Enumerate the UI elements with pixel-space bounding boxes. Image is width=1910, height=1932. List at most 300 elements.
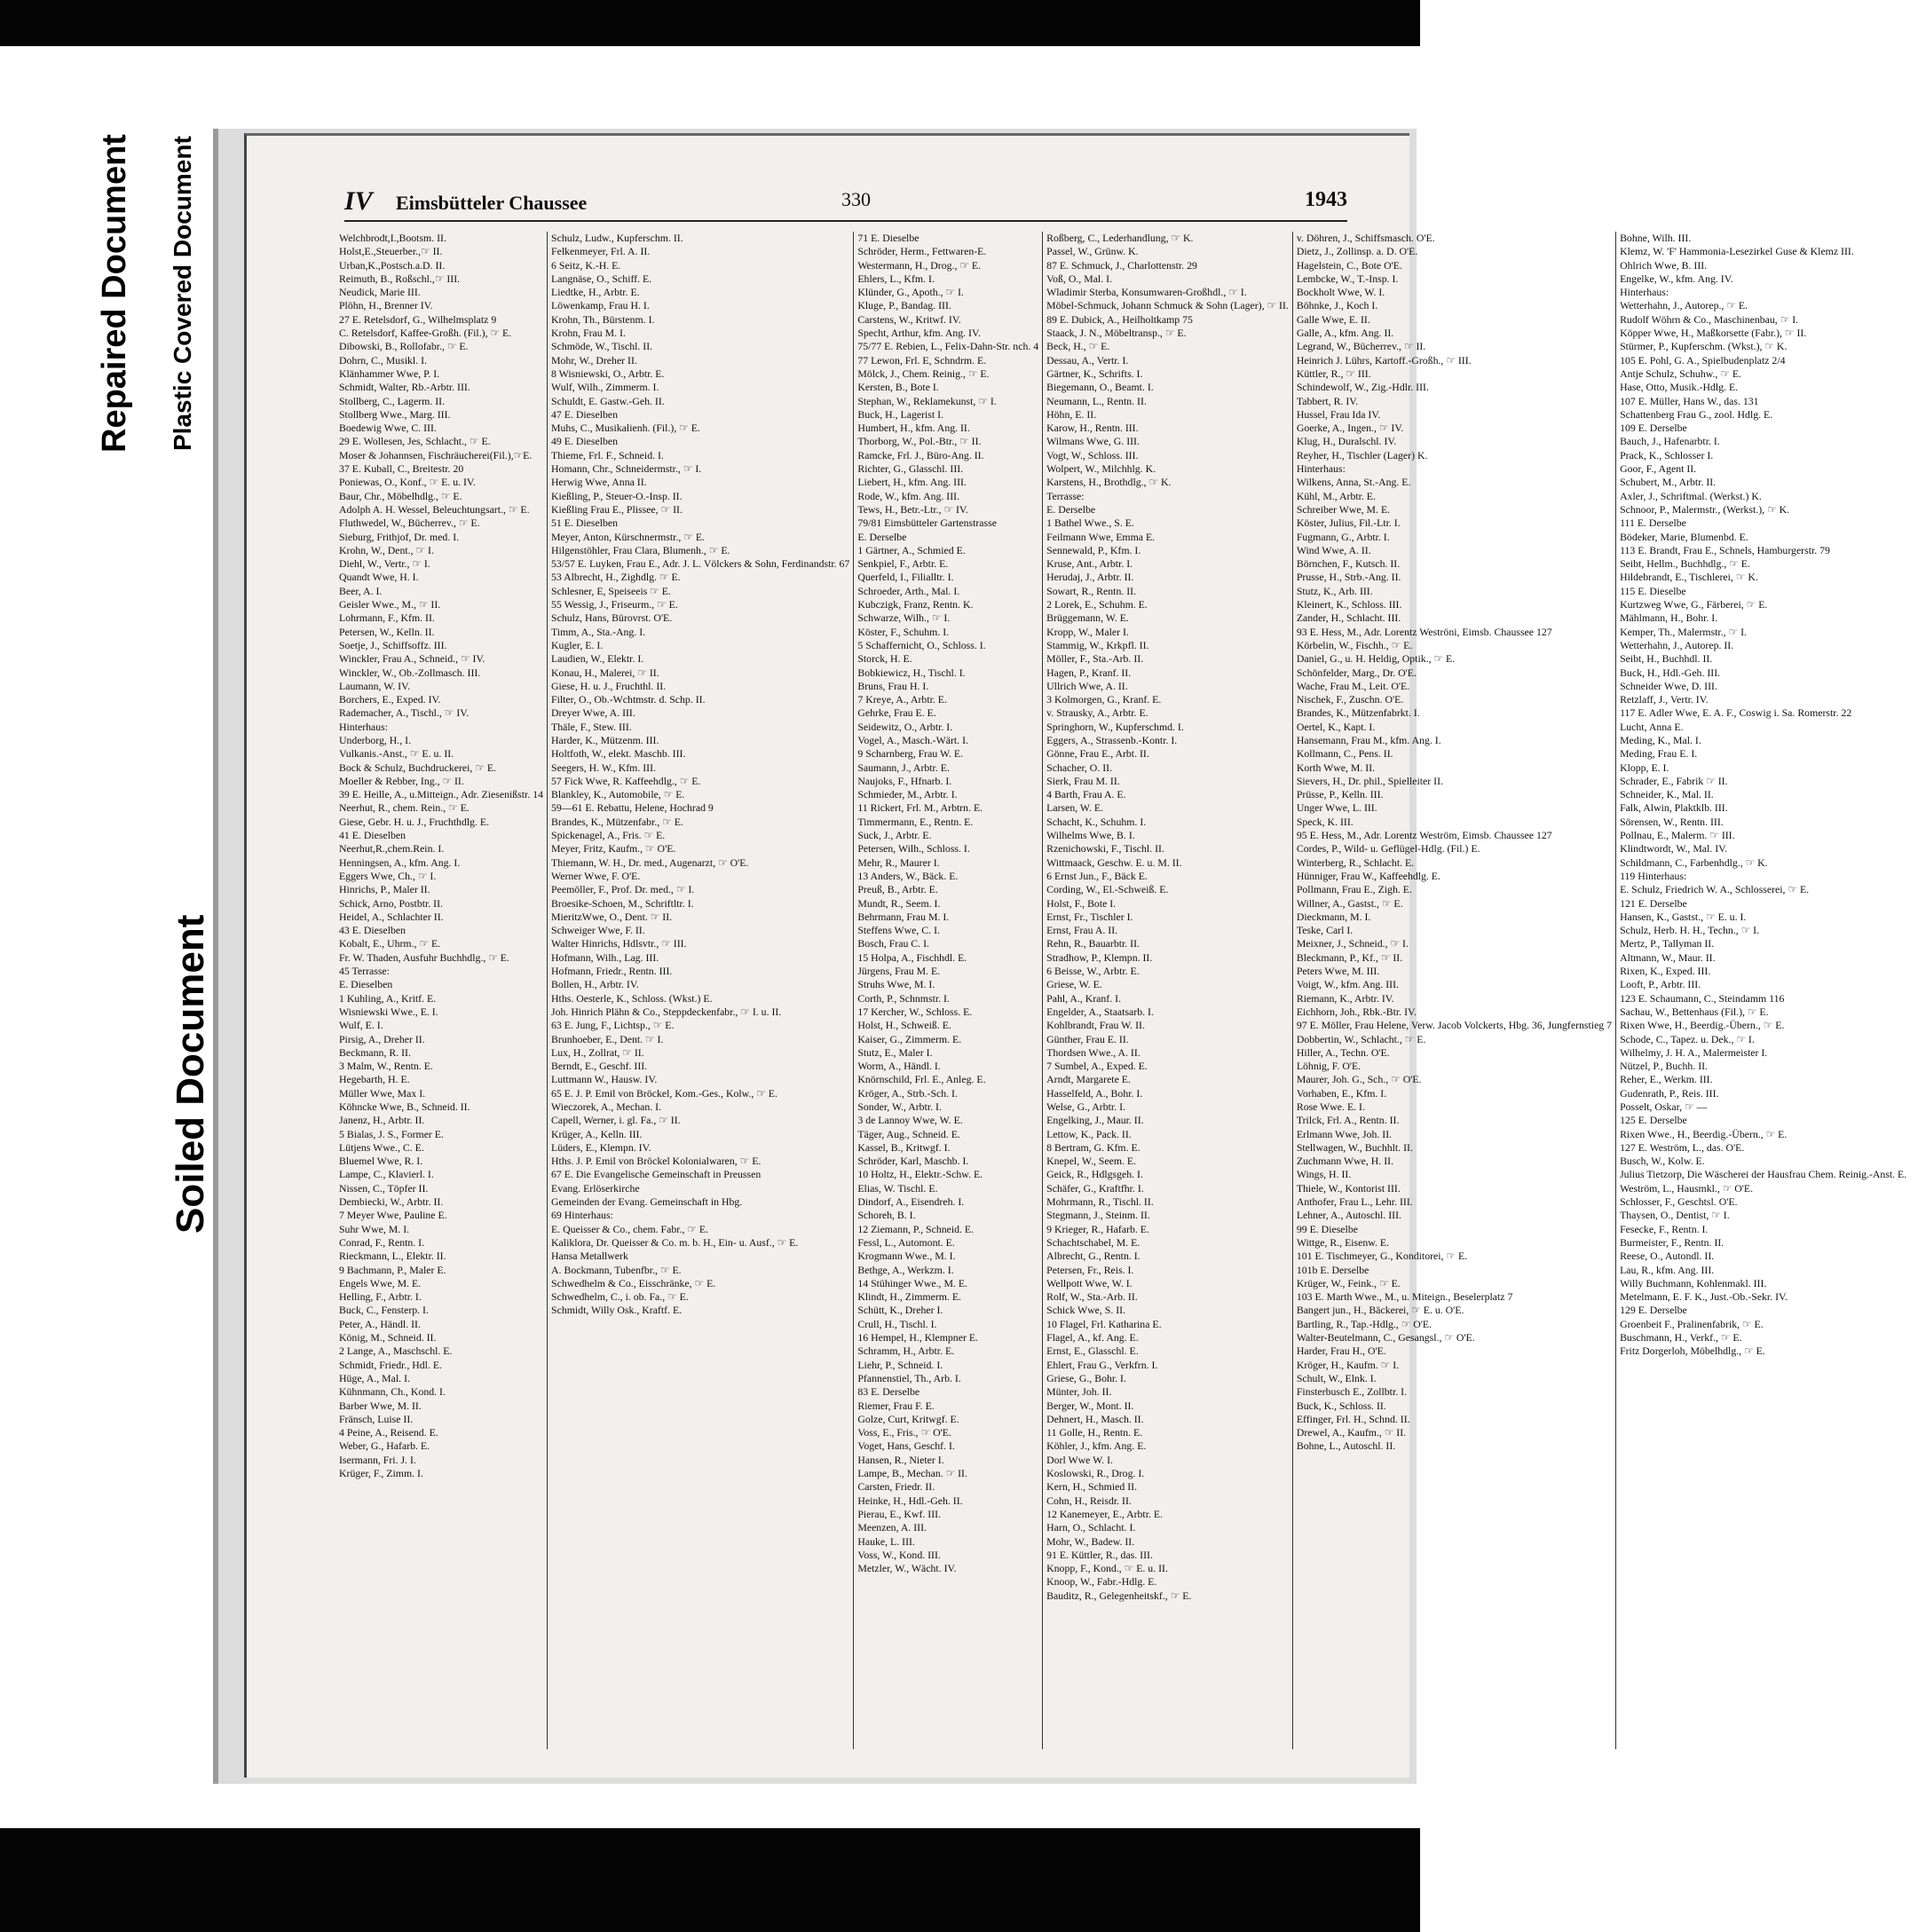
directory-entry: Mölck, J., Chem. Reinig., ☞ E. xyxy=(857,367,990,380)
directory-entry: Seegers, H. W., Kfm. III. xyxy=(551,761,656,774)
directory-entry: Pollnau, E., Malerm. ☞ III. xyxy=(1620,829,1735,842)
directory-entry: E. Derselbe xyxy=(857,530,907,543)
directory-entry: Stradhow, P., Klempn. II. xyxy=(1046,950,1153,964)
directory-entry: Mählmann, H., Bohr. I. xyxy=(1620,611,1718,625)
directory-entry: Fritz Dorgerloh, Möbelhdlg., ☞ E. xyxy=(1620,1345,1765,1358)
directory-entry: 41 E. Dieselben xyxy=(339,829,406,842)
directory-entry: Gemeinden der Evang. Gemeinschaft in Hbg. xyxy=(551,1195,743,1209)
directory-entry: 15 Holpa, A., Fischhdl. E. xyxy=(857,950,967,964)
directory-entry: Voss, W., Kond. III. xyxy=(857,1548,941,1561)
directory-entry: Muhs, C., Musikalienh. (Fil.), ☞ E. xyxy=(551,422,700,435)
directory-entry: Küttler, R., ☞ III. xyxy=(1296,367,1371,380)
directory-entry: Boedewig Wwe, C. III. xyxy=(339,422,437,435)
directory-entry: Lembcke, W., T.-Insp. I. xyxy=(1296,272,1399,285)
directory-entry: Querfeld, I., Filialltr. I. xyxy=(857,571,954,584)
directory-entry: Neerhut, R., chem. Rein., ☞ E. xyxy=(339,801,470,815)
directory-entry: Reher, E., Werkm. III. xyxy=(1620,1073,1713,1086)
directory-entry: 4 Peine, A., Reisend. E. xyxy=(339,1426,438,1439)
directory-entry: Oertel, K., Kapt. I. xyxy=(1296,720,1376,733)
directory-entry: Axler, J., Schriftmal. (Werkst.) K. xyxy=(1620,489,1762,502)
directory-entry: Weström, L., Hausmkl., ☞ O'E. xyxy=(1620,1181,1754,1195)
directory-entry: 67 E. Die Evangelische Gemeinschaft in Preussen xyxy=(551,1168,762,1181)
directory-entry: Schrader, E., Fabrik ☞ II. xyxy=(1620,774,1728,787)
directory-entry: Engelking, J., Maur. II. xyxy=(1046,1114,1144,1127)
directory-entry: 125 E. Derselbe xyxy=(1620,1114,1687,1127)
directory-entry: Wilhelms Wwe, B. I. xyxy=(1046,829,1135,842)
directory-entry: Saumann, J., Arbtr. E. xyxy=(857,761,950,774)
directory-entry: Seidewitz, O., Arbtr. I. xyxy=(857,720,953,733)
directory-entry: Hagelstein, C., Bote O'E. xyxy=(1296,258,1402,272)
directory-entry: Specht, Arthur, kfm. Ang. IV. xyxy=(857,327,981,340)
directory-entry: Timmermann, E., Rentn. E. xyxy=(857,815,974,828)
directory-entry: Mundt, R., Seem. I. xyxy=(857,896,941,910)
directory-entry: Daniel, G., u. H. Heldig, Optik., ☞ E. xyxy=(1296,652,1456,666)
directory-entry: Wilhelmy, J. H. A., Malermeister I. xyxy=(1620,1045,1768,1059)
directory-entry: Münter, Joh. II. xyxy=(1046,1385,1112,1399)
directory-entry: 29 E. Wollesen, Jes, Schlacht., ☞ E. xyxy=(339,435,491,448)
directory-entry: Spickenagel, A., Fris. ☞ E. xyxy=(551,829,666,842)
directory-entry: Blankley, K., Automobile, ☞ E. xyxy=(551,788,685,801)
directory-entry: 12 Ziemann, P., Schneid. E. xyxy=(857,1222,975,1235)
directory-entry: 39 E. Heille, A., u.Mitteign., Adr. Ziesenißstr. 14 xyxy=(339,788,544,801)
directory-entry: Gärtner, K., Schrifts. I. xyxy=(1046,367,1143,380)
directory-entry: Kemper, Th., Malermstr., ☞ I. xyxy=(1620,625,1747,638)
directory-entry: Dorl Wwe W. I. xyxy=(1046,1453,1113,1466)
directory-entry: Goerke, A., Ingen., ☞ IV. xyxy=(1296,422,1404,435)
directory-entry: Schachtschabel, M. E. xyxy=(1046,1235,1140,1249)
directory-entry: 89 E. Dubick, A., Heilholtkamp 75 xyxy=(1046,312,1193,326)
directory-entry: Filter, O., Ob.-Wchtmstr. d. Schp. II. xyxy=(551,693,706,706)
directory-entry: Berger, W., Mont. II. xyxy=(1046,1399,1134,1412)
directory-entry: 10 Holtz, H., Elektr.-Schw. E. xyxy=(857,1168,983,1181)
directory-entry: 119 Hinterhaus: xyxy=(1620,869,1687,882)
directory-entry: Mohr, W., Dreher II. xyxy=(551,353,637,367)
directory-entry: Springhorn, W., Kupferschmd. I. xyxy=(1046,720,1184,733)
directory-entry: Drewel, A., Kaufm., ☞ II. xyxy=(1296,1426,1407,1439)
directory-entry: Buschmann, H., Verkf., ☞ E. xyxy=(1620,1331,1742,1345)
directory-entry: Harn, O., Schlacht. I. xyxy=(1046,1521,1136,1534)
directory-entry: 7 Meyer Wwe, Pauline E. xyxy=(339,1209,447,1222)
directory-entry: Henningsen, A., kfm. Ang. I. xyxy=(339,856,461,869)
directory-entry: Vogt, W., Schloss. III. xyxy=(1046,448,1139,461)
directory-entry: Walter Hinrichs, Hdlsvtr., ☞ III. xyxy=(551,937,687,950)
directory-entry: Lampe, B., Mechan. ☞ II. xyxy=(857,1467,967,1480)
directory-entry: 117 E. Adler Wwe, E. A. F., Coswig i. Sa. Romerstr. 22 xyxy=(1620,706,1852,720)
directory-entry: Heinrich J. Lührs, Kartoff.-Großh., ☞ III. xyxy=(1296,353,1472,367)
directory-entry: Thordsen Wwe., A. II. xyxy=(1046,1045,1140,1059)
directory-entry: Meding, K., Mal. I. xyxy=(1620,733,1701,746)
directory-entry: Beckmann, R. II. xyxy=(339,1045,411,1059)
directory-entry: Griese, W. E. xyxy=(1046,978,1102,991)
directory-entry: Mohrmann, R., Tischl. II. xyxy=(1046,1195,1154,1209)
directory-entry: Wisniewski Wwe., E. I. xyxy=(339,1005,438,1018)
directory-column-3 xyxy=(854,232,1043,1749)
directory-entry: Liedtke, H., Arbtr. E. xyxy=(551,286,640,299)
directory-entry: Ehlert, Frau G., Verkfrn. I. xyxy=(1046,1358,1158,1371)
directory-entry: Westermann, H., Drog., ☞ E. xyxy=(857,258,982,272)
directory-entry: Soetje, J., Schiffsoffz. III. xyxy=(339,638,447,651)
directory-entry: Cordes, P., Wild- u. Geflügel-Hdlg. (Fil.) E. xyxy=(1296,842,1480,856)
directory-entry: Carstens, W., Kritwf. IV. xyxy=(857,312,961,326)
directory-entry: Wellpott Wwe, W. I. xyxy=(1046,1276,1133,1289)
directory-entry: Hansemann, Frau M., kfm. Ang. I. xyxy=(1296,733,1441,746)
directory-entry: Hagen, P., Kranf. II. xyxy=(1046,666,1132,679)
directory-entry: C. Retelsdorf, Kaffee-Großh. (Fil.), ☞ E. xyxy=(339,327,512,340)
directory-entry: 4 Barth, Frau A. E. xyxy=(1046,788,1126,801)
directory-entry: Heinke, H., Hdl.-Geh. II. xyxy=(857,1494,963,1507)
directory-entry: Petersen, Fr., Reis. I. xyxy=(1046,1263,1134,1276)
directory-entry: Luttmann W., Hausw. IV. xyxy=(551,1073,658,1086)
directory-entry: Seibt, Hellm., Buchhdlg., ☞ E. xyxy=(1620,557,1750,571)
directory-entry: Hansen, K., Gastst., ☞ E. u. I. xyxy=(1620,910,1747,923)
directory-entry: Kießling, P., Steuer-O.-Insp. II. xyxy=(551,489,683,502)
directory-entry: Mohr, W., Badew. II. xyxy=(1046,1534,1135,1548)
directory-entry: Schwedhelm & Co., Eisschränke, ☞ E. xyxy=(551,1276,716,1289)
directory-entry: Felkenmeyer, Frl. A. II. xyxy=(551,245,651,258)
directory-entry: 14 Stühinger Wwe., M. E. xyxy=(857,1276,967,1289)
directory-entry: Cording, W., El.-Schweiß. E. xyxy=(1046,883,1169,896)
directory-entry: Hildebrandt, E., Tischlerei, ☞ K. xyxy=(1620,571,1758,584)
directory-entry: Schroeder, Arth., Mal. I. xyxy=(857,584,960,597)
directory-entry: Senkpiel, F., Arbtr. E. xyxy=(857,557,949,571)
directory-entry: Preuß, B., Arbtr. E. xyxy=(857,883,938,896)
directory-entry: Wittge, R., Eisenw. E. xyxy=(1296,1235,1390,1249)
directory-entry: Stollberg, C., Lagerm. II. xyxy=(339,394,446,407)
directory-entry: 75/77 E. Rebien, L., Felix-Dahn-Str. nch. 4 xyxy=(857,340,1039,353)
directory-entry: Tews, H., Betr.-Ltr., ☞ IV. xyxy=(857,502,968,516)
directory-entry: 53/57 E. Luyken, Frau E., Adr. J. L. Völckers & Sohn, Ferdinandstr. 67 xyxy=(551,557,850,571)
directory-entry: Müller Wwe, Max I. xyxy=(339,1086,426,1100)
directory-entry: Schütt, K., Dreher I. xyxy=(857,1304,943,1317)
directory-entry: Koslowski, R., Drog. I. xyxy=(1046,1467,1145,1480)
directory-entry: Schmieder, M., Arbtr. I. xyxy=(857,788,958,801)
directory-entry: Tabbert, R. IV. xyxy=(1296,394,1359,407)
directory-entry: Herwig Wwe, Anna II. xyxy=(551,476,647,489)
directory-entry: Wilmans Wwe, G. III. xyxy=(1046,435,1140,448)
directory-entry: Kollmann, C., Pens. II. xyxy=(1296,747,1393,761)
directory-entry: Retzlaff, J., Vertr. IV. xyxy=(1620,693,1709,706)
directory-entry: Buck, H., Lagerist I. xyxy=(857,407,943,421)
directory-entry: Hansen, R., Nieter I. xyxy=(857,1453,944,1466)
directory-entry: Klindtwordt, W., Mal. IV. xyxy=(1620,842,1728,856)
directory-entry: 27 E. Retelsdorf, G., Wilhelmsplatz 9 xyxy=(339,312,497,326)
directory-entry: Klemz, W. 'F' Hammonia-Lesezirkel Guse & Klemz III. xyxy=(1620,245,1854,258)
directory-entry: Bohne, L., Autoschl. II. xyxy=(1296,1439,1396,1453)
directory-entry: Holst, F., Bote I. xyxy=(1046,896,1117,910)
directory-entry: Schweiger Wwe, F. II. xyxy=(551,924,645,937)
directory-entry: 129 E. Derselbe xyxy=(1620,1304,1687,1317)
directory-entry: Moeller & Rebber, Ing., ☞ II. xyxy=(339,774,464,787)
directory-entry: Suhr Wwe, M. I. xyxy=(339,1222,410,1235)
directory-entry: Unger Wwe, L. III. xyxy=(1296,801,1377,815)
directory-entry: Naujoks, F., Hfnarb. I. xyxy=(857,774,952,787)
directory-entry: Dohrn, C., Musikl. I. xyxy=(339,353,427,367)
directory-entry: Schäfer, G., Kraftfhr. I. xyxy=(1046,1181,1144,1195)
directory-entry: Zuchmann Wwe, H. II. xyxy=(1296,1155,1394,1168)
directory-entry: Petersen, Wilh., Schloss. I. xyxy=(857,842,970,856)
directory-entry: Neerhut,R.,chem.Rein. I. xyxy=(339,842,445,856)
directory-entry: Herudaj, J., Arbtr. II. xyxy=(1046,571,1134,584)
directory-entry: Schindewolf, W., Zig.-Hdlr. III. xyxy=(1296,381,1429,394)
directory-entry: Laumann, W. IV. xyxy=(339,679,411,692)
directory-entry: 97 E. Möller, Frau Helene, Verw. Jacob Volckerts, Hbg. 36, Jungfernstieg 7 xyxy=(1296,1019,1613,1032)
directory-entry: Dieckmann, M. I. xyxy=(1296,910,1371,923)
directory-entry: Schröder, Herm., Fettwaren-E. xyxy=(857,245,987,258)
directory-entry: Schoreh, B. I. xyxy=(857,1209,916,1222)
directory-entry: 1 Kuhling, A., Kritf. E. xyxy=(339,991,437,1005)
directory-entry: Ernst, Fr., Tischler I. xyxy=(1046,910,1133,923)
directory-entry: Hinterhaus: xyxy=(1620,286,1669,299)
directory-entry: Giese, H. u. J., Fruchthl. II. xyxy=(551,679,667,692)
directory-entry: Schode, C., Tapez. u. Dek., ☞ I. xyxy=(1620,1032,1755,1045)
directory-entry: 77 Lewon, Frl. E, Schndrm. E. xyxy=(857,353,987,367)
directory-entry: Teske, Carl I. xyxy=(1296,924,1354,937)
directory-page xyxy=(244,133,1907,1778)
directory-entry: 113 E. Brandt, Frau E., Schnels, Hamburgerstr. 79 xyxy=(1620,543,1830,556)
directory-entry: Mehr, R., Maurer I. xyxy=(857,856,940,869)
directory-entry: Schnoor, P., Malermstr., (Werkst.), ☞ K. xyxy=(1620,502,1790,516)
directory-entry: Löwenkamp, Frau H. I. xyxy=(551,299,650,312)
directory-entry: Dembiecki, W., Arbtr. II. xyxy=(339,1195,444,1209)
directory-entry: Thorborg, W., Pol.-Btr., ☞ II. xyxy=(857,435,982,448)
directory-entry: Barber Wwe, M. II. xyxy=(339,1399,422,1412)
directory-entry: Köhncke Wwe, B., Schneid. II. xyxy=(339,1100,470,1113)
directory-entry: Hussel, Frau Ida IV. xyxy=(1296,407,1381,421)
directory-entry: Homann, Chr., Schneidermstr., ☞ I. xyxy=(551,462,702,476)
directory-entry: Krüger, W., Feink., ☞ E. xyxy=(1296,1276,1401,1289)
directory-entry: Baur, Chr., Möbelhdlg., ☞ E. xyxy=(339,489,462,502)
directory-entry: Richter, G., Glasschl. III. xyxy=(857,462,964,476)
directory-entry: Buck, H., Hdl.-Geh. III. xyxy=(1620,666,1721,679)
directory-entry: Broesike-Schoen, M., Schriftltr. I. xyxy=(551,896,694,910)
directory-entry: 55 Wessig, J., Friseurm., ☞ E. xyxy=(551,598,678,611)
directory-entry: Klünder, G., Apoth., ☞ I. xyxy=(857,286,964,299)
directory-entry: Schmidt, Friedr., Hdl. E. xyxy=(339,1358,442,1371)
directory-entry: Biegemann, O., Beamt. I. xyxy=(1046,381,1154,394)
directory-entry: Beer, A. I. xyxy=(339,584,383,597)
directory-entry: 71 E. Dieselbe xyxy=(857,232,919,244)
directory-column-6 xyxy=(1616,232,1910,1749)
directory-entry: Rixen Wwe, H., Beerdig.-Übern., ☞ E. xyxy=(1620,1019,1785,1032)
directory-entry: Sowart, R., Rentn. II. xyxy=(1046,584,1137,597)
directory-entry: Hths. J. P. Emil von Bröckel Kolonialwaren, ☞ E. xyxy=(551,1155,762,1168)
directory-entry: Thaysen, O., Dentist, ☞ I. xyxy=(1620,1209,1730,1222)
directory-entry: Goor, F., Agent II. xyxy=(1620,462,1697,476)
directory-entry: Köster, F., Schuhm. I. xyxy=(857,625,950,638)
directory-entry: Krogmann Wwe., M. I. xyxy=(857,1250,956,1263)
directory-entry: Bockholt Wwe, W. I. xyxy=(1296,286,1385,299)
directory-entry: Bangert jun., H., Bäckerei, ☞ E. u. O'E. xyxy=(1296,1304,1464,1317)
directory-entry: Lettow, K., Pack. II. xyxy=(1046,1127,1132,1140)
directory-entry: 12 Kanemeyer, E., Arbtr. E. xyxy=(1046,1507,1164,1520)
directory-entry: Voß, O., Mal. I. xyxy=(1046,272,1112,285)
directory-entry: Knörnschild, Frl. E., Anleg. E. xyxy=(857,1073,986,1086)
directory-entry: Geisler Wwe., M., ☞ II. xyxy=(339,598,441,611)
directory-entry: Metelmann, E. F. K., Just.-Ob.-Sekr. IV. xyxy=(1620,1290,1788,1304)
directory-entry: Knoop, W., Fabr.-Hdlg. E. xyxy=(1046,1575,1157,1589)
directory-entry: Börnchen, F., Kutsch. II. xyxy=(1296,557,1401,571)
directory-entry: Bobkiewicz, H., Tischl. I. xyxy=(857,666,966,679)
page-number: 330 xyxy=(841,188,871,210)
directory-entry: 103 E. Marth Wwe., M., u. Miteign., Beselerplatz 7 xyxy=(1296,1290,1513,1304)
directory-entry: Vulkanis.-Anst., ☞ E. u. II. xyxy=(339,747,454,761)
directory-entry: Falk, Alwin, Plaktklb. III. xyxy=(1620,801,1728,815)
directory-entry: Urban,K.,Postsch.a.D. II. xyxy=(339,258,446,272)
directory-entry: 107 E. Müller, Hans W., das. 131 xyxy=(1620,394,1759,407)
directory-entry: Wetterhahn, J., Autorep., ☞ E. xyxy=(1620,299,1748,312)
directory-entry: Ernst, E., Glasschl. E. xyxy=(1046,1345,1139,1358)
directory-entry: Bethge, A., Werkzm. I. xyxy=(857,1263,954,1276)
directory-entry: Hauke, L. III. xyxy=(857,1534,915,1548)
directory-entry: Bartling, R., Tap.-Hdlg., ☞ O'E. xyxy=(1296,1317,1432,1330)
directory-entry: Hase, Otto, Musik.-Hdlg. E. xyxy=(1620,381,1739,394)
directory-entry: Welchbrodt,I.,Bootsm. II. xyxy=(339,232,446,244)
directory-entry: Meenzen, A. III. xyxy=(857,1521,927,1534)
directory-entry: Effinger, Frl. H., Schnd. II. xyxy=(1296,1412,1410,1425)
directory-entry: 105 E. Pohl, G. A., Spielbudenplatz 2/4 xyxy=(1620,353,1786,367)
directory-entry: Buck, C., Fensterp. I. xyxy=(339,1304,429,1317)
directory-entry: Hiller, A., Techn. O'E. xyxy=(1296,1045,1390,1059)
directory-entry: Harder, Frau H., O'E. xyxy=(1296,1345,1386,1358)
directory-entry: Kaliklora, Dr. Queisser & Co. m. b. H., Ein- u. Ausf., ☞ E. xyxy=(551,1235,799,1249)
directory-entry: 49 E. Dieselben xyxy=(551,435,619,448)
directory-entry: Reese, O., Autondl. II. xyxy=(1620,1250,1715,1263)
directory-entry: Schacher, O. II. xyxy=(1046,761,1113,774)
directory-entry: Arndt, Margarete E. xyxy=(1046,1073,1131,1086)
directory-entry: Kaiser, G., Zimmerm. E. xyxy=(857,1032,962,1045)
directory-entry: Vogel, A., Masch.-Wärt. I. xyxy=(857,733,968,746)
directory-entry: Schönfelder, Marg., Dr. O'E. xyxy=(1296,666,1417,679)
directory-entry: Stollberg Wwe., Marg. III. xyxy=(339,407,451,421)
directory-entry: Meding, Frau E. I. xyxy=(1620,747,1698,761)
directory-entry: Dibowski, B., Rollofabr., ☞ E. xyxy=(339,340,469,353)
directory-entry: Wings, H. II. xyxy=(1296,1168,1352,1181)
directory-entry: Flagel, A., kf. Ang. E. xyxy=(1046,1331,1139,1345)
directory-entry: v. Döhren, J., Schiffsmasch. O'E. xyxy=(1296,232,1435,244)
directory-entry: Dreyer Wwe, A. III. xyxy=(551,706,635,720)
directory-entry: Borchers, E., Exped. IV. xyxy=(339,693,441,706)
directory-entry: Kühl, M., Arbtr. E. xyxy=(1296,489,1376,502)
directory-entry: Bauch, J., Hafenarbtr. I. xyxy=(1620,435,1720,448)
directory-entry: Schreiber Wwe, M. E. xyxy=(1296,502,1391,516)
directory-entry: Kruse, Ant., Arbtr. I. xyxy=(1046,557,1133,571)
directory-entry: Brandes, K., Mützenfabr., ☞ E. xyxy=(551,815,683,828)
directory-entry: Sierk, Frau M. II. xyxy=(1046,774,1120,787)
directory-entry: 11 Rickert, Frl. M., Arbtrn. E. xyxy=(857,801,983,815)
directory-entry: Behrmann, Frau M. I. xyxy=(857,910,950,923)
directory-entry: Klug, H., Duralschl. IV. xyxy=(1296,435,1397,448)
directory-entry: Lux, H., Zollrat, ☞ II. xyxy=(551,1045,644,1059)
directory-entry: Kobalt, E., Uhrm., ☞ E. xyxy=(339,937,441,950)
directory-entry: Pierau, E., Kwf. III. xyxy=(857,1507,942,1520)
directory-entry: Lampe, C., Klavierl. I. xyxy=(339,1168,434,1181)
directory-entry: Eichhorn, Joh., Rbk.-Btr. IV. xyxy=(1296,1005,1417,1018)
directory-entry: E. Dieselben xyxy=(339,978,393,991)
directory-entry: Peemöller, F., Prof. Dr. med., ☞ I. xyxy=(551,883,695,896)
directory-entry: Willner, A., Gastst., ☞ E. xyxy=(1296,896,1403,910)
directory-entry: Gönne, Frau E., Arbt. II. xyxy=(1046,747,1149,761)
directory-entry: Köpper Wwe, H., Maßkorsette (Fabr.), ☞ II. xyxy=(1620,327,1807,340)
directory-entry: Schröder, Karl, Maschb. I. xyxy=(857,1155,969,1168)
directory-entry: Schulz, Herb. H. H., Techn., ☞ I. xyxy=(1620,924,1760,937)
directory-entry: Neumann, L., Rentn. II. xyxy=(1046,394,1147,407)
directory-entry: Feilmann Wwe, Emma E. xyxy=(1046,530,1156,543)
directory-entry: Pfannenstiel, Th., Arb. I. xyxy=(857,1371,961,1384)
directory-entry: Engelke, W., kfm. Ang. IV. xyxy=(1620,272,1733,285)
directory-entry: Heidel, A., Schlachter II. xyxy=(339,910,444,923)
directory-entry: Stammig, W., Krkpfl. II. xyxy=(1046,638,1149,651)
directory-entry: Humbert, H., kfm. Ang. II. xyxy=(857,422,970,435)
directory-entry: 37 E. Kuball, C., Breitestr. 20 xyxy=(339,462,464,476)
directory-entry: 1 Bathel Wwe., S. E. xyxy=(1046,517,1134,530)
directory-entry: Möbel-Schmuck, Johann Schmuck & Sohn (Lager), ☞ II. xyxy=(1046,299,1289,312)
directory-entry: Giese, Gebr. H. u. J., Fruchthdlg. E. xyxy=(339,815,490,828)
directory-entry: Fluthwedel, W., Bücherrev., ☞ E. xyxy=(339,517,480,530)
directory-column-1 xyxy=(335,232,548,1749)
directory-entry: Kropp, W., Maler I. xyxy=(1046,625,1129,638)
directory-entry: Schattenberg Frau G., zool. Hdlg. E. xyxy=(1620,407,1773,421)
directory-entry: 5 Schaffernicht, O., Schloss. I. xyxy=(857,638,986,651)
directory-entry: Erlmann Wwe, Joh. II. xyxy=(1296,1127,1393,1140)
directory-entry: Kröger, A., Strb.-Sch. I. xyxy=(857,1086,958,1100)
directory-entry: Vorhaben, E., Kfm. I. xyxy=(1296,1086,1387,1100)
directory-entry: Rixen Wwe., H., Beerdig.-Übern., ☞ E. xyxy=(1620,1127,1788,1140)
directory-entry: Gehrke, Frau E. E. xyxy=(857,706,936,720)
directory-entry: Petersen, W., Kelln. II. xyxy=(339,625,435,638)
directory-entry: Lucht, Anna E. xyxy=(1620,720,1684,733)
directory-entry: Krohn, W., Dent., ☞ I. xyxy=(339,543,434,556)
directory-entry: Krüger, F., Zimm. I. xyxy=(339,1467,423,1480)
directory-entry: Karow, H., Rentn. III. xyxy=(1046,422,1139,435)
directory-entry: Rzenichowski, F., Tischl. II. xyxy=(1046,842,1164,856)
directory-entry: Liehr, P., Schneid. I. xyxy=(857,1358,943,1371)
directory-entry: E. Schulz, Friedrich W. A., Schlosserei, ☞ E. xyxy=(1620,883,1810,896)
directory-entry: Körbelin, W., Fischh., ☞ E. xyxy=(1296,638,1413,651)
directory-entry: Bohne, Wilh. III. xyxy=(1620,232,1692,244)
directory-entry: Prack, K., Schlosser I. xyxy=(1620,448,1714,461)
directory-entry: Bauditz, R., Gelegenheitskf., ☞ E. xyxy=(1046,1589,1192,1602)
directory-entry: Köster, Julius, Fil.-Ltr. I. xyxy=(1296,517,1401,530)
directory-entry: MieritzWwe, O., Dent. ☞ II. xyxy=(551,910,673,923)
directory-entry: 87 E. Schmuck, J., Charlottenstr. 29 xyxy=(1046,258,1197,272)
directory-entry: 69 Hinterhaus: xyxy=(551,1209,613,1222)
directory-entry: Diehl, W., Vertr., ☞ I. xyxy=(339,557,430,571)
directory-entry: Moser & Johannsen, Fischräucherei(Fil.),☞E. xyxy=(339,448,533,461)
directory-entry: Nischek, F., Zuschn. O'E. xyxy=(1296,693,1404,706)
directory-entry: Täger, Aug., Schneid. E. xyxy=(857,1127,960,1140)
directory-entry: Stürmer, P., Kupferschm. (Wkst.), ☞ K. xyxy=(1620,340,1788,353)
directory-entry: Schubert, M., Arbtr. II. xyxy=(1620,476,1717,489)
directory-entry: Eggers, A., Strassenb.-Kontr. I. xyxy=(1046,733,1178,746)
directory-entry: 111 E. Derselbe xyxy=(1620,517,1686,530)
directory-entry: Brunhoeber, E., Dent. ☞ I. xyxy=(551,1032,664,1045)
directory-entry: Carsten, Friedr. II. xyxy=(857,1480,935,1494)
directory-entry: Steffens Wwe, C. I. xyxy=(857,924,940,937)
directory-entry: Antje Schulz, Schuhw., ☞ E. xyxy=(1620,367,1741,380)
directory-entry: Schick Wwe, S. II. xyxy=(1046,1304,1126,1317)
directory-entry: Timm, A., Sta.-Ang. I. xyxy=(551,625,646,638)
directory-entry: Posselt, Oskar, ☞ — xyxy=(1620,1100,1708,1113)
directory-entry: Schildmann, C., Farbenhdlg., ☞ K. xyxy=(1620,856,1768,869)
directory-entry: Worm, A., Händl. I. xyxy=(857,1060,941,1073)
directory-entry: Dobbertin, W., Schlacht., ☞ E. xyxy=(1296,1032,1426,1045)
directory-entry: Krüger, A., Kelln. III. xyxy=(551,1127,643,1140)
directory-entry: 7 Kreye, A., Arbtr. E. xyxy=(857,693,947,706)
directory-entry: Bluemel Wwe, R. I. xyxy=(339,1155,423,1168)
directory-entry: 93 E. Hess, M., Adr. Lorentz Weströni, Eimsb. Chaussee 127 xyxy=(1296,625,1552,638)
directory-entry: Storck, H. E. xyxy=(857,652,912,666)
plastic-covered-document-label: Plastic Covered Document xyxy=(169,136,196,451)
